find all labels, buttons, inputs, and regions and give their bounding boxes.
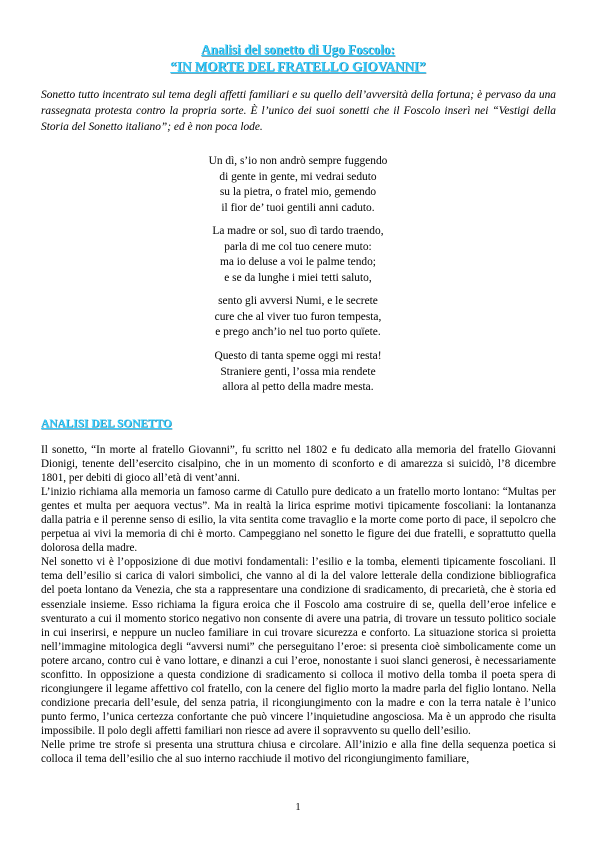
poem-line: parla di me col tuo cenere muto: <box>224 240 372 253</box>
poem-line: su la pietra, o fratel mio, gemendo <box>219 186 377 199</box>
poem-line: Un dì, s’io non andrò sempre fuggendo <box>208 155 388 167</box>
poem-line: La madre or sol, suo dì tardo traendo, <box>212 225 384 237</box>
analysis-body <box>41 443 556 766</box>
poem-line: sento gli avversi Numi, e le secrete <box>218 295 378 307</box>
poem-line: Questo di tanta speme oggi mi resta! <box>214 350 382 362</box>
poem-stanza-3 <box>0 294 596 341</box>
intro-paragraph: Sonetto tutto incentrato sul tema degli affetti familiari e su quello dell’avversità della fortuna; è pervaso da una rassegnata protesta contro la propria sorte. È l’unico dei suoi sonetti che il Foscolo inserì nei “Vestigi della Storia del Sonetto italiano”; ed è non poca lode. <box>41 89 556 133</box>
document-title-line2: “IN MORTE DEL FRATELLO GIOVANNI” <box>170 59 426 74</box>
poem-line: il fior de’ tuoi gentili anni caduto. <box>221 202 375 215</box>
poem-stanza-4 <box>0 349 596 396</box>
section-heading: ANALISI DEL SONETTO <box>41 418 172 430</box>
body-paragraph: L’inizio richiama alla memoria un famoso carme di Catullo pure dedicato a un fratello morto lontano: “Multas per gentes et multa per aequora vectus”. Ma in realtà la lirica esprime motivi tipicamente foscoliani: la lontananza dalla patria e il perenne senso di esilio, la vita sentita come travaglio e la morte come porto di pace, il sepolcro che perpetua ai vivi la memoria di chi è morto. Campeggiano nel sonetto le figure dei due fratelli, e soprattutto quella dolorosa della madre. <box>41 486 556 555</box>
poem-stanza-1 <box>0 154 596 217</box>
poem-line: cure che al viver tuo furon tempesta, <box>214 310 382 323</box>
poem-line: allora al petto della madre mesta. <box>222 381 374 394</box>
document-title-line1: Analisi del sonetto di Ugo Foscolo: <box>201 42 395 57</box>
poem-line: Straniere genti, l’ossa mia rendete <box>220 365 376 378</box>
body-paragraph: Nelle prime tre strofe si presenta una struttura chiusa e circolare. All’inizio e alla fine della sequenza poetica si colloca il tema dell’esilio che al suo interno racchiude il motivo del ricongiungimento familiare, <box>41 738 556 766</box>
poem-line: e prego anch’io nel tuo porto quïete. <box>215 326 381 339</box>
body-paragraph: Il sonetto, “In morte al fratello Giovanni”, fu scritto nel 1802 e fu dedicato alla memoria del fratello Giovanni Dionigi, tenente dell’esercito cisalpino, che in un momento di sconforto e di amarezza si suicidò, l’8 dicembre 1801, per debiti di gioco all’età di vent’anni. <box>41 444 556 485</box>
poem-stanza-2 <box>0 224 596 287</box>
body-paragraph: Nel sonetto vi è l’opposizione di due motivi fondamentali: l’esilio e la tomba, elementi tipicamente foscoliani. Il tema dell’esilio si carica di valori simbolici, che vanno al di la del valore letterale della condizione bibliografica del poeta lontano da Venezia, che sta a rappresentare una condizione di sradicamento, di precarietà, che è storia ed essenziale insieme. Esso richiama la figura eroica che il Foscolo ama costruire di se, quella dell’eroe infelice e sventurato a cui il momento storico negativo non consente di avere una patria, di trovare un tessuto politico sociale in cui inserirsi, e neppure un nucleo familiare in cui trovare sicurezza e conforto. La situazione storica si proietta nell’immagine mitologica degli “avversi numi” che perseguitano l’eroe: si presenta cioè simbolicamente come un potere arcano, contro cui è vano lottare, e dinanzi a cui l’eroe, nonostante i suoi slanci generosi, è necessariamente sconfitto. In opposizione a questa condizione di sradicamento si colloca il motivo della tomba il poeta spera di ricongiungere il legame affettivo col fratello, con la cenere del figlio morto la madre parla del figlio lontano. Nella condizione precaria dell’esule, del senza patria, il ricongiungimento con la madre e con la terra natale è l’unico punto fermo, l’unica certezza confortante che può vincere l’inquietudine angosciosa. Ma è un approdo che risulta impossibile. Il polo degli affetti familiari non riesce ad avere il sopravvento su quello dell’esilio. <box>41 556 556 737</box>
poem-line: e se da lunghe i miei tetti saluto, <box>224 272 372 285</box>
poem-line: ma io deluse a voi le palme tendo; <box>220 256 376 269</box>
page-number: 1 <box>295 802 301 813</box>
poem-line: di gente in gente, mi vedrai seduto <box>219 170 377 183</box>
